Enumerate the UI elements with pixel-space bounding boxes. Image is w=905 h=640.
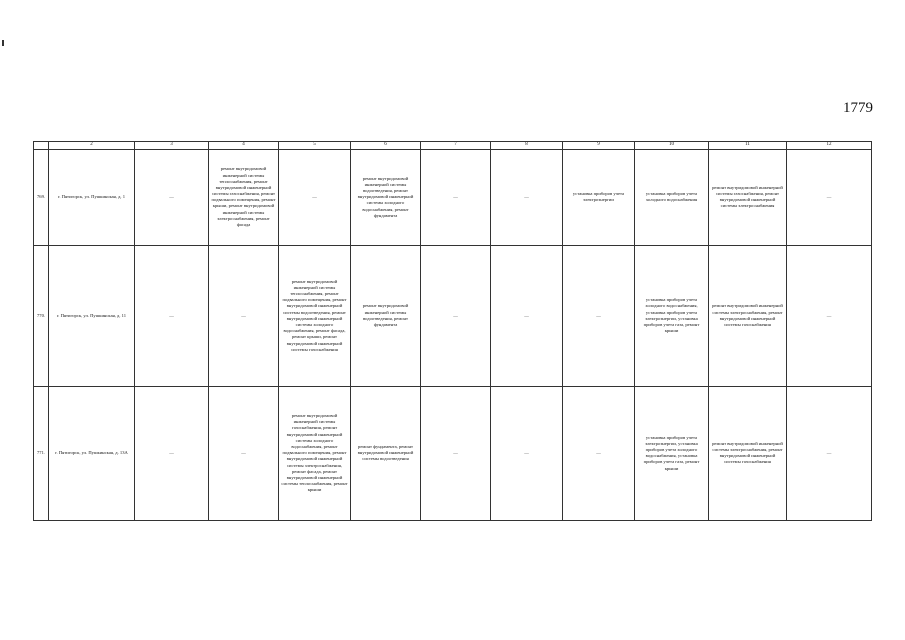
table-cell: — xyxy=(279,149,351,245)
column-header: 8 xyxy=(491,142,563,150)
column-header: 3 xyxy=(135,142,209,150)
table-cell: — xyxy=(209,386,279,520)
row-number: 769. xyxy=(34,149,49,245)
table-cell: ремонт внутридомовой инженерной системы теплоснабжения, ремонт подвального помещения, ремонт внутридомовой инженерной системы водоотведения, ремонт внутридомовой инженерной системы холодного водоснабжения, ремонт фасада, ремонт крыши, ремонт внутридомовой инженерной системы газоснабжения xyxy=(279,245,351,386)
table-row xyxy=(34,245,872,386)
row-number: 770. xyxy=(34,245,49,386)
table-cell: ремонт внутридомовой инженерной системы электроснабжения, ремонт внутридомовой инженерной системы газоснабжения xyxy=(709,386,787,520)
page-number: 1779 xyxy=(843,100,873,116)
table-cell: ремонт внутридомовой инженерной системы газоснабжения, ремонт внутридомовой инженерной системы электроснабжения xyxy=(709,149,787,245)
table-cell: — xyxy=(563,386,635,520)
table-cell: ремонт фундамента, ремонт внутридомовой инженерной системы водоотведения xyxy=(351,386,421,520)
table-cell: установка приборов учета холодного водоснабжения, установка приборов учета электроэнергии, установка приборов учета газа, ремонт крыши xyxy=(635,245,709,386)
table-cell: — xyxy=(421,149,491,245)
column-header: 11 xyxy=(709,142,787,150)
column-header: 12 xyxy=(787,142,872,150)
table-cell: ремонт внутридомовой инженерной системы газоснабжения, ремонт внутридомовой инженерной системы холодного водоснабжения, ремонт подвального помещения, ремонт внутридомовой инженерной системы электроснабжения, ремонт фасада, ремонт внутридомовой инженерной системы теплоснабжения, ремонт крыши xyxy=(279,386,351,520)
table-cell: — xyxy=(491,245,563,386)
column-header: 7 xyxy=(421,142,491,150)
address-cell: г. Пятигорск, ул. Пушкинская, д. 1 xyxy=(49,149,135,245)
table-cell: — xyxy=(491,386,563,520)
table-cell: ремонт внутридомовой инженерной системы водоотведения, ремонт фундамента xyxy=(351,245,421,386)
work-schedule-table xyxy=(33,141,872,521)
address-cell: г. Пятигорск, ул. Пушкинская, д. 11 xyxy=(49,245,135,386)
table-cell: — xyxy=(787,386,872,520)
table-cell: — xyxy=(135,245,209,386)
table-cell: установка приборов учета холодного водоснабжения xyxy=(635,149,709,245)
column-header: 4 xyxy=(209,142,279,150)
column-header xyxy=(34,142,49,150)
table-cell: — xyxy=(421,386,491,520)
table-row xyxy=(34,386,872,520)
column-header: 10 xyxy=(635,142,709,150)
table-cell: установка приборов учета электроэнергии, установка приборов учета холодного водоснабжения, установка приборов учета газа, ремонт крыши xyxy=(635,386,709,520)
margin-mark xyxy=(2,40,4,46)
table-cell: — xyxy=(563,245,635,386)
table-cell: — xyxy=(491,149,563,245)
column-header: 5 xyxy=(279,142,351,150)
column-header: 9 xyxy=(563,142,635,150)
table-cell: — xyxy=(135,149,209,245)
address-cell: г. Пятигорск, ул. Пушкинская, д. 13А xyxy=(49,386,135,520)
table-cell: — xyxy=(209,245,279,386)
row-number: 771. xyxy=(34,386,49,520)
table-row xyxy=(34,149,872,245)
column-header: 6 xyxy=(351,142,421,150)
table-cell: установка приборов учета электроэнергии xyxy=(563,149,635,245)
column-header: 2 xyxy=(49,142,135,150)
table-cell: ремонт внутридомовой инженерной системы теплоснабжения, ремонт внутридомовой инженерной системы газоснабжения, ремонт подвального помещения, ремонт крыши, ремонт внутридомовой инженерной системы электроснабжения, ремонт фасада xyxy=(209,149,279,245)
table-cell: — xyxy=(135,386,209,520)
table-cell: — xyxy=(787,149,872,245)
table-cell: ремонт внутридомовой инженерной системы водоотведения, ремонт внутридомовой инженерной системы холодного водоснабжения, ремонт фундамента xyxy=(351,149,421,245)
table-cell: — xyxy=(421,245,491,386)
table-cell: ремонт внутридомовой инженерной системы электроснабжения, ремонт внутридомовой инженерной системы газоснабжения xyxy=(709,245,787,386)
table-cell: — xyxy=(787,245,872,386)
header-row xyxy=(34,142,872,150)
